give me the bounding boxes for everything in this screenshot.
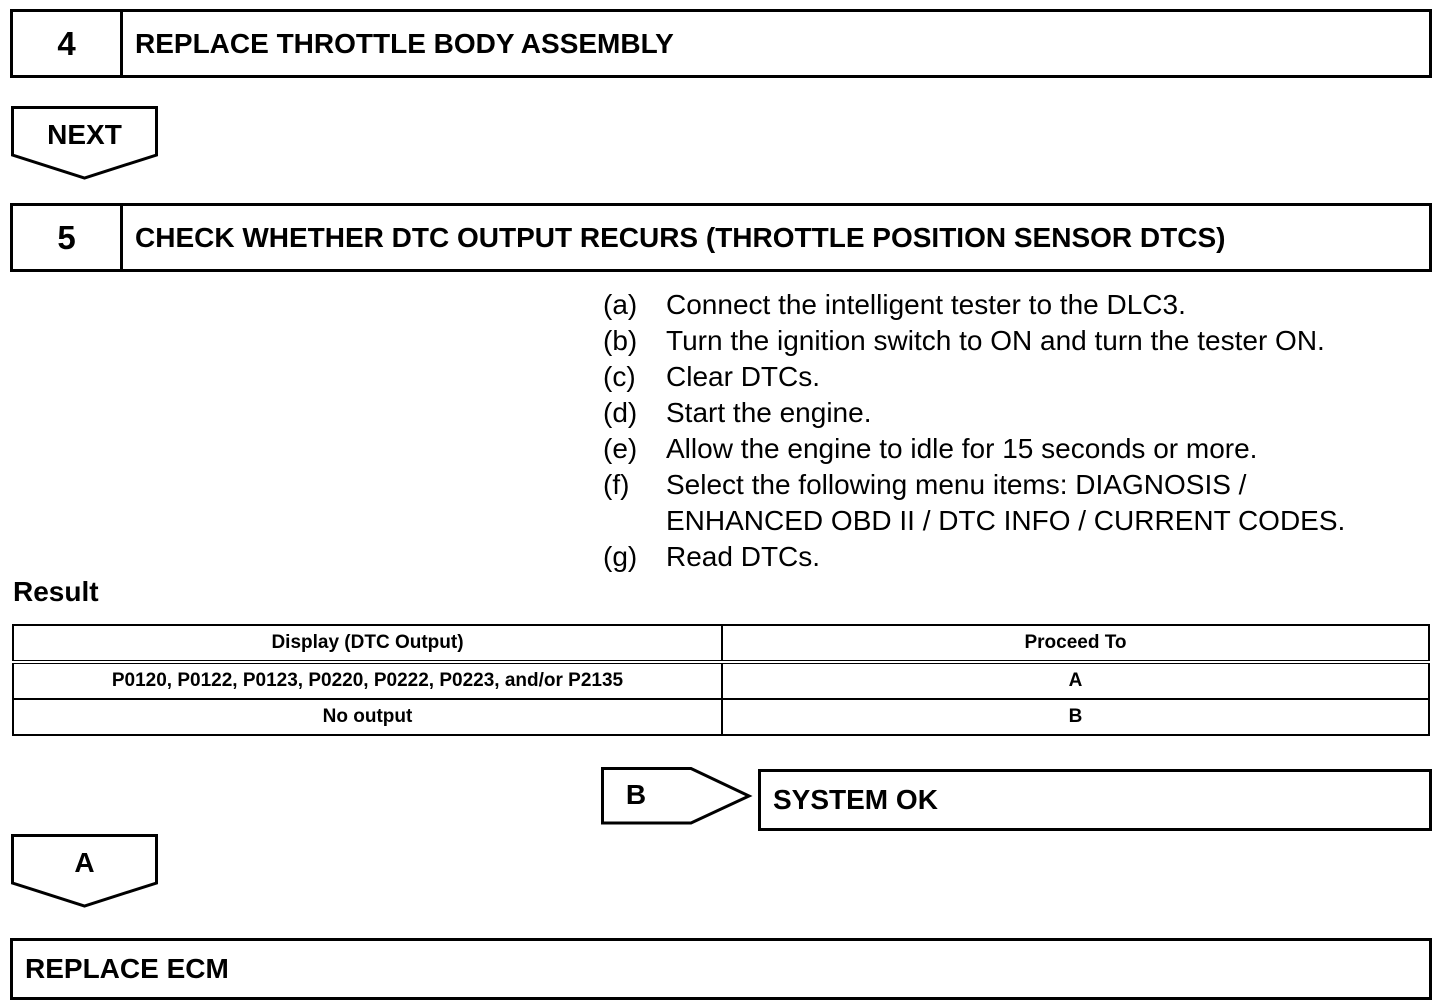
branch-a-label: A <box>74 847 95 878</box>
table-row <box>13 699 1429 735</box>
instruction-item: (b) Turn the ignition switch to ON and turn the tester ON. <box>603 325 1325 356</box>
branch-b-arrow <box>601 767 753 827</box>
next-arrow <box>11 106 158 180</box>
instruction-item: (c) Clear DTCs. <box>603 361 821 392</box>
instruction-list <box>603 287 1345 575</box>
table-cell: P0120, P0122, P0123, P0220, P0222, P0223, and/or P2135 <box>13 662 722 699</box>
instruction-item: (g) Read DTCs. <box>603 541 821 572</box>
table-header-row <box>13 625 1429 662</box>
result-table <box>12 624 1430 736</box>
column-header: Proceed To <box>722 625 1429 662</box>
step-number: 5 <box>13 206 123 269</box>
instruction-item: (f) Select the following menu items: DIAGNOSIS / <box>603 469 1247 500</box>
column-header: Display (DTC Output) <box>13 625 722 662</box>
result-label: Result <box>13 576 99 607</box>
instruction-item: (a) Connect the intelligent tester to the DLC3. <box>603 289 1186 320</box>
system-ok-label: SYSTEM OK <box>773 784 938 815</box>
instruction-item-continued: ENHANCED OBD II / DTC INFO / CURRENT CODES. <box>666 505 1346 536</box>
step-title: REPLACE THROTTLE BODY ASSEMBLY <box>135 27 674 59</box>
branch-b-label: B <box>625 779 647 810</box>
instruction-item: (d) Start the engine. <box>603 397 872 428</box>
branch-a-arrow <box>11 834 158 908</box>
step-5-header <box>10 203 1432 272</box>
replace-ecm-label: REPLACE ECM <box>25 953 229 984</box>
table-cell: A <box>722 662 1429 699</box>
step-number: 4 <box>13 12 123 75</box>
next-label: NEXT <box>47 119 122 150</box>
table-row <box>13 662 1429 699</box>
table-cell: B <box>722 699 1429 735</box>
instruction-item: (e) Allow the engine to idle for 15 seconds or more. <box>603 433 1258 464</box>
system-ok-box <box>758 769 1432 831</box>
step-title: CHECK WHETHER DTC OUTPUT RECURS (THROTTLE POSITION SENSOR DTCS) <box>135 221 1226 253</box>
step-4-header <box>10 9 1432 78</box>
replace-ecm-box <box>10 938 1432 1000</box>
table-cell: No output <box>13 699 722 735</box>
